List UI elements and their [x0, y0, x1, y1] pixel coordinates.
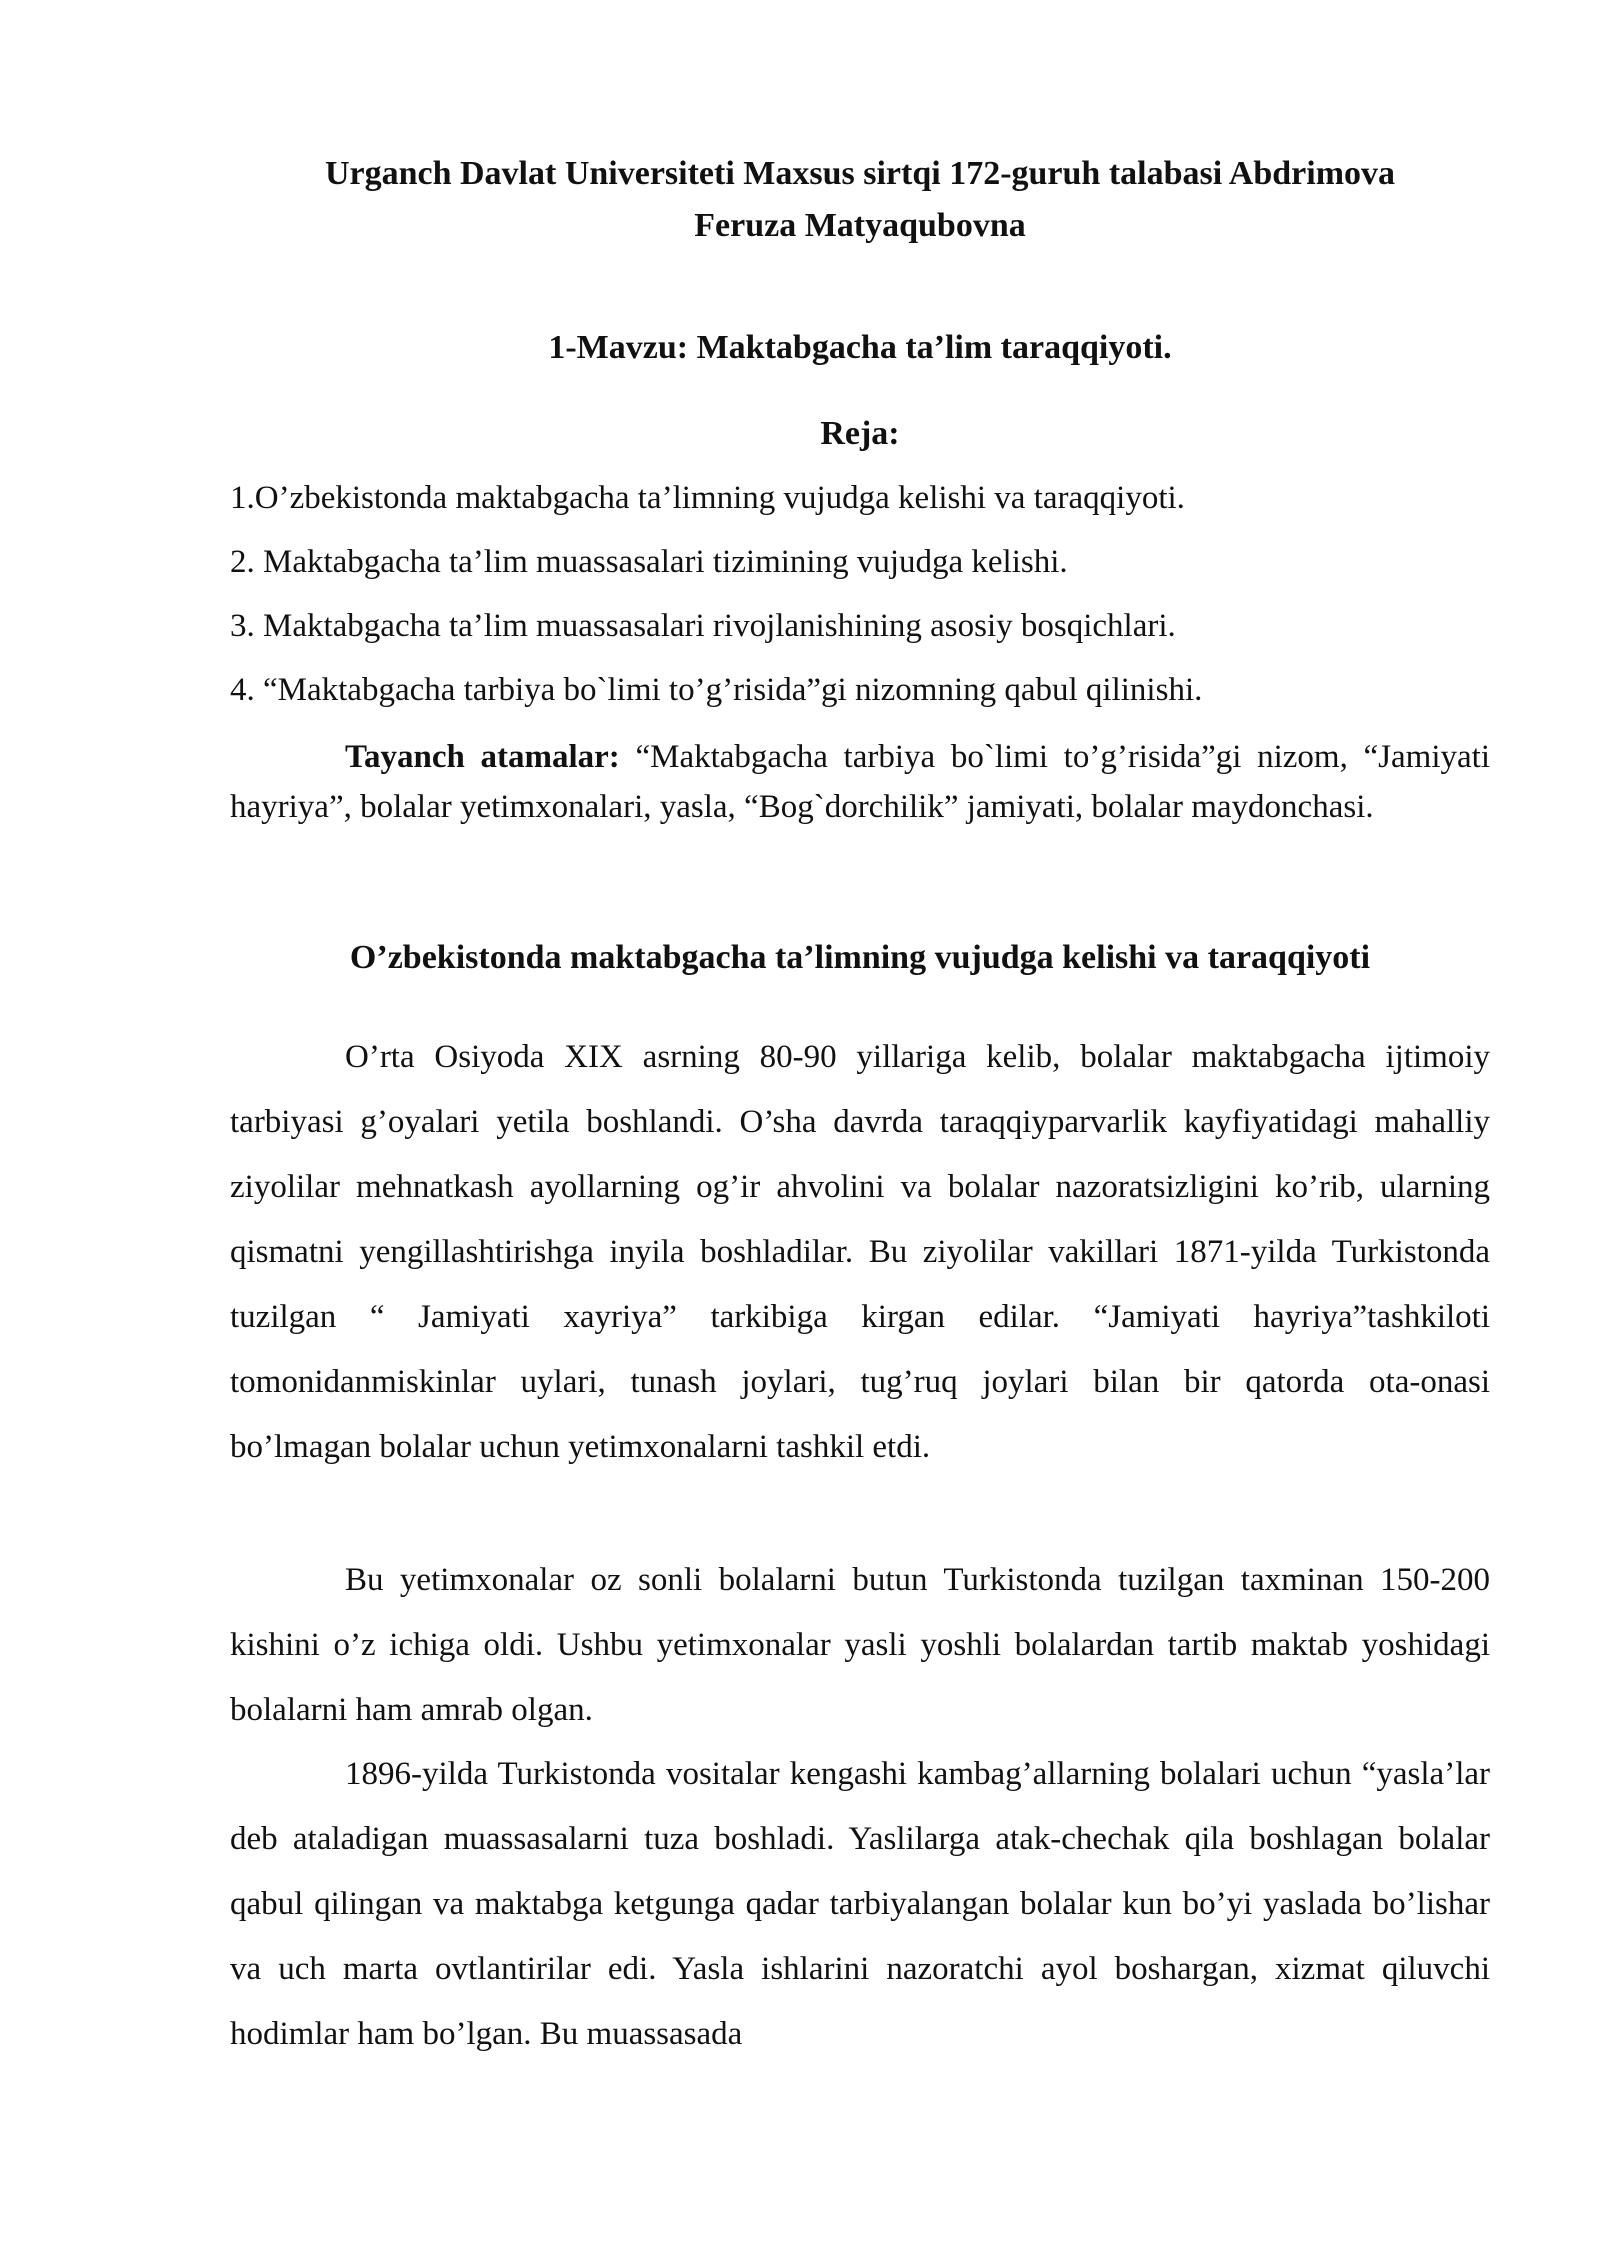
- plan-item-4: 4. “Maktabgacha tarbiya bo`limi to’g’risida”gi nizomning qabul qilinishi.: [230, 672, 1203, 708]
- key-terms-label: Tayanch atamalar:: [345, 739, 620, 775]
- topic-title: 1-Mavzu: Maktabgacha ta’lim taraqqiyoti.: [548, 329, 1172, 366]
- plan-item-3: 3. Maktabgacha ta’lim muassasalari rivojlanishining asosiy bosqichlari.: [230, 608, 1176, 644]
- body-paragraph-3: 1896-yilda Turkistonda vositalar kengashi kambag’allarning bolalari uchun “yasla’lar deb ataladigan muassasalarni tuza boshladi. Yaslilarga atak-chechak qila boshlagan bolalar qabul qilingan va maktabga ketgunga qadar tarbiyalangan bolalar kun bo’yi yaslada bo’lishar va uch marta ovtlantirilar edi. Yasla ishlarini nazoratchi ayol boshargan, xizmat qiluvchi hodimlar ham bo’lgan. Bu muassasada: [230, 1756, 1490, 2052]
- key-terms-text: “Maktabgacha tarbiya bo`limi to’g’risida”gi nizom, “Jamiyati hayriya”, bolalar yetimxonalari, yasla, “Bog`dorchilik” jamiyati, bolalar maydonchasi.: [230, 739, 1490, 825]
- body-paragraph-2: Bu yetimxonalar oz sonli bolalarni butun Turkistonda tuzilgan taxminan 150-200 kishini o’z ichiga oldi. Ushbu yetimxonalar yasli yoshli bolalardan tartib maktab yoshidagi bolalarni ham amrab olgan.: [230, 1562, 1490, 1728]
- plan-item-2: 2. Maktabgacha ta’lim muassasalari tizimining vujudga kelishi.: [230, 544, 1068, 580]
- plan-title: Reja:: [820, 415, 900, 452]
- section-heading: O’zbekistonda maktabgacha ta’limning vujudga kelishi va taraqqiyoti: [349, 939, 1371, 976]
- header-line-1: Urganch Davlat Universiteti Maxsus sirtqi 172-guruh talabasi Abdrimova: [324, 155, 1396, 192]
- key-terms-paragraph: [230, 732, 1490, 832]
- body-paragraph-1: O’rta Osiyoda XIX asrning 80-90 yillariga kelib, bolalar maktabgacha ijtimoiy tarbiyasi g’oyalari yetila boshlandi. O’sha davrda taraqqiyparvarlik kayfiyatidagi mahalliy ziyolilar mehnatkash ayollarning og’ir ahvolini va bolalar nazoratsizligini ko’rib, ularning qismatni yengillashtirishga inyila boshladilar. Bu ziyolilar vakillari 1871-yilda Turkistonda tuzilgan “ Jamiyati xayriya” tarkibiga kirgan edilar. “Jamiyati hayriya”tashkiloti tomonidanmiskinlar uylari, tunash joylari, tug’ruq joylari bilan bir qatorda ota-onasi bo’lmagan bolalar uchun yetimxonalarni tashkil etdi.: [230, 1039, 1490, 1465]
- plan-item-1: 1.O’zbekistonda maktabgacha ta’limning vujudga kelishi va taraqqiyoti.: [230, 480, 1185, 516]
- header-line-2: Feruza Matyaqubovna: [694, 207, 1026, 244]
- document-header: [230, 148, 1490, 252]
